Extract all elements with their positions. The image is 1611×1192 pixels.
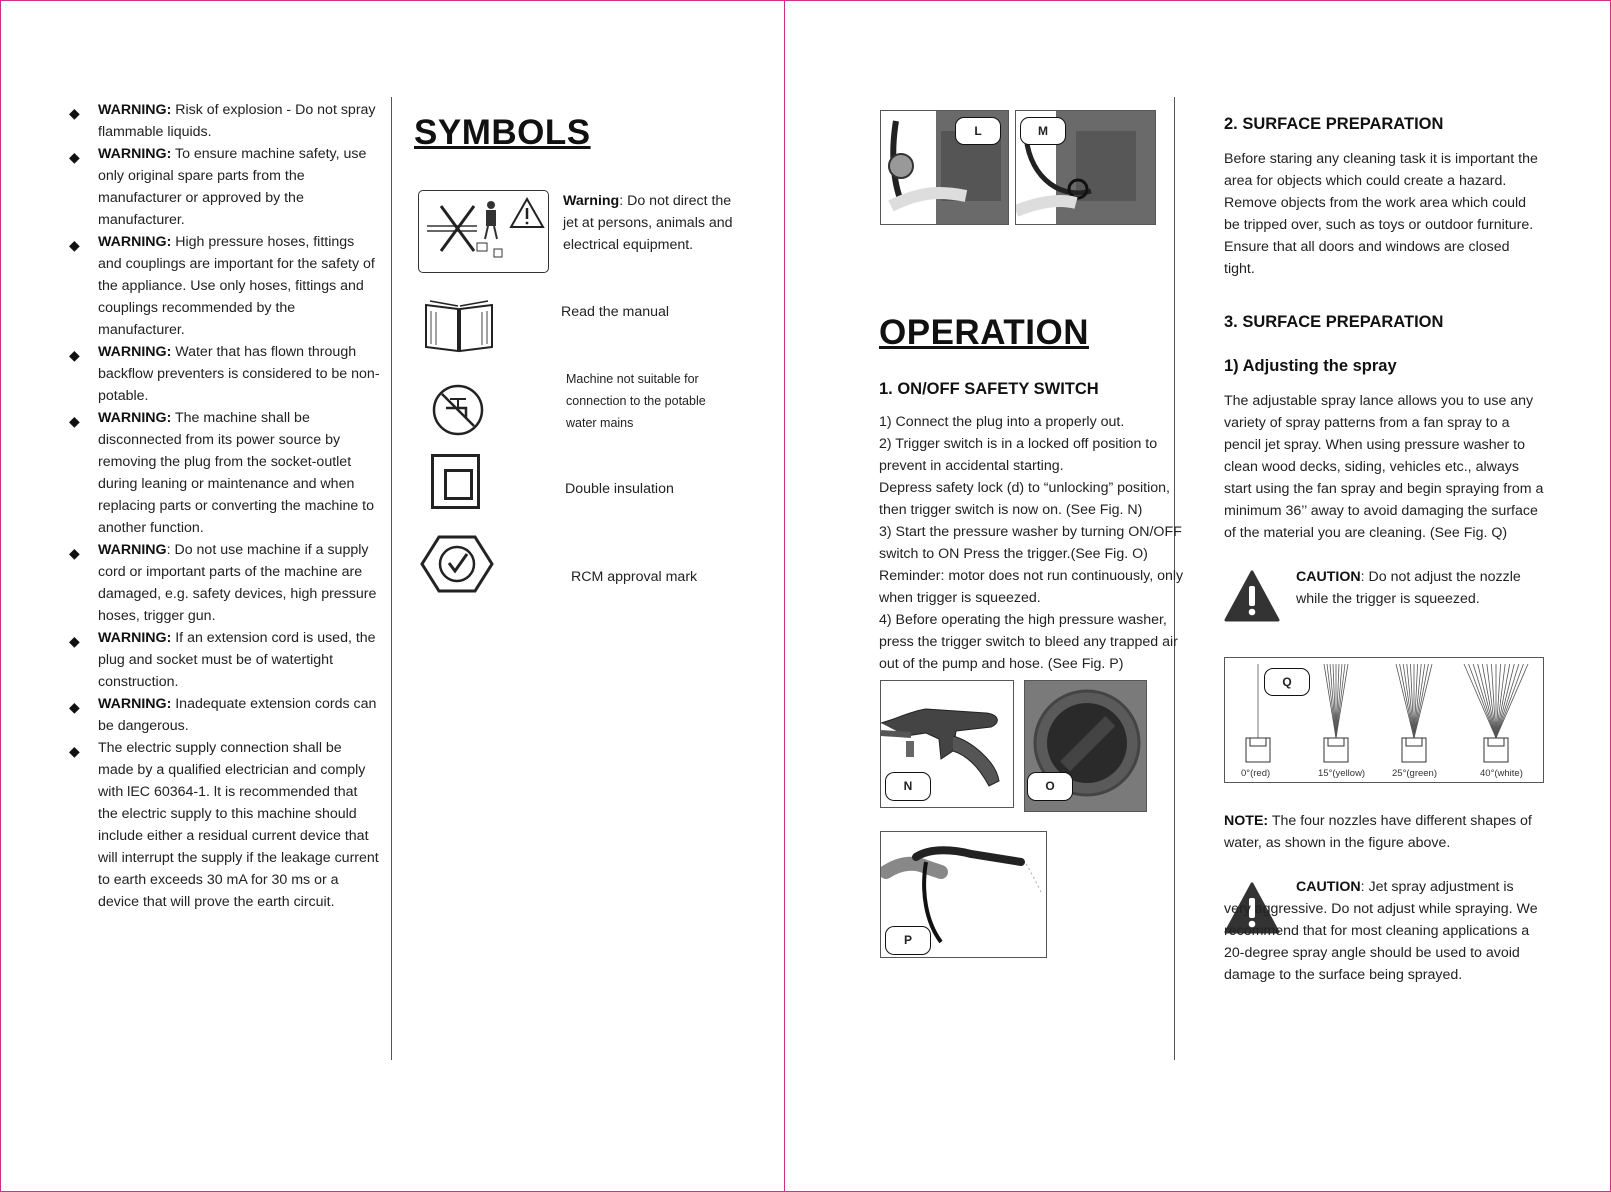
- figure-o-badge: O: [1027, 772, 1073, 801]
- warning-item: ◆ The electric supply connection shall be made by a qualified electrician and comply with lEC 60364-1. lt is recommended that the electric supply to this machine should include either a residual current device that will interrupt the supply if the leakage current to earth exceeds 30 mA for 30 ms or a device that will prove the earth circuit.: [69, 740, 379, 910]
- nozzle-spray-2: [1396, 664, 1432, 762]
- diamond-bullet-icon: ◆: [69, 699, 80, 715]
- warning-item: ◆ WARNING: High pressure hoses, fittings and couplings are important for the safety of the appliance. Use only hoses, fittings and couplings recommended by the manufacturer.: [69, 234, 375, 338]
- warning-item: ◆ WARNING: Risk of explosion - Do not spray flammable liquids.: [69, 102, 376, 140]
- nozzle-spray-3: [1464, 664, 1528, 762]
- double-insulation-icon: [431, 454, 480, 509]
- warning-item: ◆ WARNING: Water that has flown through backflow preventers is considered to be non-potable.: [69, 344, 380, 404]
- left-column-divider: [391, 97, 392, 1060]
- operation-step: 1) Connect the plug into a properly out.: [879, 414, 1125, 430]
- operation-step: 2) Trigger switch is in a locked off position to prevent in accidental starting.: [879, 436, 1158, 474]
- book-icon: [422, 297, 496, 358]
- operation-step: Depress safety lock (d) to “unlocking” position, then trigger switch is now on. (See Fig. N): [879, 480, 1170, 518]
- double-insulation-label: Double insulation: [565, 481, 674, 497]
- diamond-bullet-icon: ◆: [69, 633, 80, 649]
- warnings-list: [69, 99, 380, 913]
- diamond-bullet-icon: ◆: [69, 149, 80, 165]
- figure-p-badge: P: [885, 926, 931, 955]
- surface-preparation-heading-3: 3. SURFACE PREPARATION: [1224, 313, 1444, 331]
- nozzle-spray-1: [1324, 664, 1348, 762]
- warning-item: ◆ WARNING: Do not use machine if a supply cord or important parts of the machine are damaged, e.g. safety devices, high pressure hoses, trigger gun.: [69, 542, 377, 624]
- rcm-mark-icon: [420, 533, 494, 600]
- jet-warning-icon: [419, 191, 548, 272]
- jet-warning-symbol: [418, 190, 549, 273]
- double-insulation-inner: [444, 469, 473, 500]
- caution-icon: [1224, 570, 1280, 627]
- warning-item: ◆ WARNING: Inadequate extension cords can be dangerous.: [69, 696, 377, 734]
- warning-item: ◆ WARNING: If an extension cord is used, the plug and socket must be of watertight construction.: [69, 630, 376, 690]
- not-potable-label: Machine not suitable for connection to the potable water mains: [566, 372, 706, 430]
- nozzle-label-40: 40°(white): [1480, 768, 1523, 779]
- diamond-bullet-icon: ◆: [69, 237, 80, 253]
- operation-step: 3) Start the pressure washer by turning ON/OFF switch to ON Press the trigger.(See Fig. O): [879, 524, 1182, 562]
- diamond-bullet-icon: ◆: [69, 743, 80, 759]
- warning-item: ◆ WARNING: The machine shall be disconnected from its power source by removing the plug from the socket-outlet during leaning or maintenance and when replacing parts or converting the machine to another function.: [69, 410, 375, 536]
- surface-preparation-heading-2: 2. SURFACE PREPARATION: [1224, 115, 1444, 133]
- figure-l-badge: L: [955, 117, 1001, 145]
- diamond-bullet-icon: ◆: [69, 347, 80, 363]
- operation-step: Reminder: motor does not run continuously, only when trigger is squeezed.: [879, 568, 1184, 606]
- adjusting-spray-heading: 1) Adjusting the spray: [1224, 357, 1397, 375]
- surface-preparation-text-2: Before staring any cleaning task it is important the area for objects which could create a hazard. Remove objects from the work area which could be tripped over, such as toys or outdoor furniture. Ensure that all doors and windows are closed tight.: [1224, 151, 1538, 277]
- jet-warning-label: Warning: Do not direct the jet at persons, animals and electrical equipment.: [563, 193, 733, 253]
- rcm-label: RCM approval mark: [571, 569, 698, 585]
- caution-text-2: CAUTION: Jet spray adjustment is very aggressive. Do not adjust while spraying. We recommend that for most cleaning applications a 20-degree spray angle should be used to avoid damage to the surface being sprayed.: [1224, 879, 1538, 983]
- figure-m-badge: M: [1020, 117, 1066, 145]
- adjusting-spray-text: The adjustable spray lance allows you to use any variety of spray patterns from a fan spray to a pencil jet spray. When using pressure washer to clean wood decks, siding, vehicles etc., always start using the fan spray and begin spraying from a minimum 36’’ away to avoid damaging the surface of the material you are cleaning. (See Fig. Q): [1224, 393, 1544, 541]
- nozzle-label-25: 25°(green): [1392, 768, 1437, 779]
- read-manual-label: Read the manual: [561, 304, 670, 320]
- note-text: NOTE: The four nozzles have different shapes of water, as shown in the figure above.: [1224, 813, 1532, 851]
- on-off-safety-switch-heading: 1. ON/OFF SAFETY SWITCH: [879, 380, 1099, 398]
- no-potable-water-icon: [430, 382, 486, 443]
- diamond-bullet-icon: ◆: [69, 105, 80, 121]
- figure-q-badge: Q: [1264, 668, 1310, 696]
- operation-step: 4) Before operating the high pressure washer, press the trigger switch to bleed any trapped air out of the pump and hose. (See Fig. P): [879, 612, 1178, 672]
- operation-heading: OPERATION: [879, 313, 1089, 352]
- figure-n-badge: N: [885, 772, 931, 801]
- diamond-bullet-icon: ◆: [69, 545, 80, 561]
- nozzle-label-15: 15°(yellow): [1318, 768, 1366, 779]
- caution-text-1: CAUTION: Do not adjust the nozzle while the trigger is squeezed.: [1296, 569, 1521, 607]
- warning-item: ◆ WARNING: To ensure machine safety, use only original spare parts from the manufacturer or approved by the manufacturer.: [69, 146, 367, 228]
- symbols-heading: SYMBOLS: [414, 113, 591, 152]
- diamond-bullet-icon: ◆: [69, 413, 80, 429]
- operation-steps: [879, 411, 1194, 675]
- nozzle-label-0: 0°(red): [1241, 768, 1271, 779]
